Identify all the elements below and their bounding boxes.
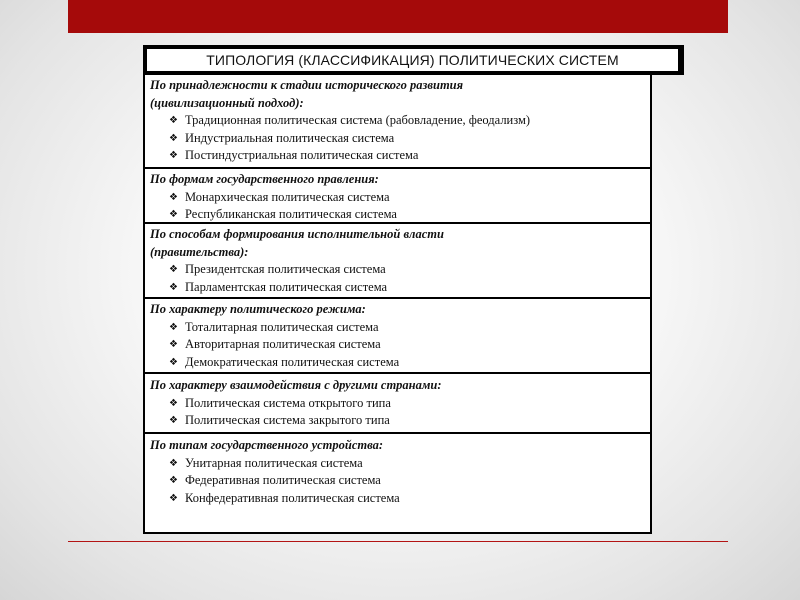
list-item: ❖ Конфедеративная политическая система [150,490,650,508]
item-list [150,395,650,430]
diamond-bullet-icon: ❖ [169,492,178,504]
diamond-bullet-icon: ❖ [169,191,178,203]
section-political-regime [145,297,650,372]
item-list [150,112,650,165]
section-heading: По типам государственного устройства: [150,438,384,452]
list-item: ❖ Демократическая политическая система [150,354,650,372]
item-list [150,189,650,224]
section-government-form [145,167,650,222]
diamond-bullet-icon: ❖ [169,150,178,161]
list-item: ❖ Республиканская политическая система [150,206,650,224]
list-item: ❖ Индустриальная политическая система [150,130,650,148]
section-historical-stage [145,75,650,167]
section-heading: По формам государственного правления: [150,172,379,186]
diamond-bullet-icon: ❖ [169,264,178,275]
diamond-bullet-icon: ❖ [169,321,178,333]
diamond-bullet-icon: ❖ [169,115,178,126]
list-item: ❖ Монархическая политическая система [150,189,650,207]
diamond-bullet-icon: ❖ [169,339,178,350]
diamond-bullet-icon: ❖ [169,397,178,409]
section-heading: По характеру взаимодействия с другими странами: [150,378,442,392]
item-list [150,319,650,372]
list-item: ❖ Унитарная политическая система [150,455,650,473]
list-item: ❖ Авторитарная политическая система [150,336,650,354]
section-international-interaction [145,372,650,432]
section-heading: По способам формирования исполнительной власти (правительства): [150,227,444,259]
section-state-structure [145,432,650,534]
list-item: ❖ Федеративная политическая система [150,472,650,490]
diamond-bullet-icon: ❖ [169,415,178,426]
item-list [150,455,650,508]
list-item: ❖ Политическая система закрытого типа [150,412,650,430]
title-frame [143,45,684,75]
diamond-bullet-icon: ❖ [169,281,178,293]
list-item: ❖ Традиционная политическая система (рабовладение, феодализм) [150,112,650,130]
diamond-bullet-icon: ❖ [169,475,178,486]
section-heading: По характеру политического режима: [150,302,366,316]
diamond-bullet-icon: ❖ [169,209,178,220]
top-accent-bar [68,0,728,33]
diamond-bullet-icon: ❖ [169,457,178,469]
diamond-bullet-icon: ❖ [169,132,178,144]
section-executive-formation [145,222,650,297]
list-item: ❖ Президентская политическая система [150,261,650,279]
classification-table [143,75,652,534]
list-item: ❖ Постиндустриальная политическая система [150,147,650,165]
item-list [150,261,650,296]
list-item: ❖ Политическая система открытого типа [150,395,650,413]
bottom-divider [68,541,728,542]
section-heading: По принадлежности к стадии исторического развития (цивилизационный подход): [150,78,464,110]
list-item: ❖ Парламентская политическая система [150,279,650,297]
diamond-bullet-icon: ❖ [169,356,178,368]
page-title: ТИПОЛОГИЯ (КЛАССИФИКАЦИЯ) ПОЛИТИЧЕСКИХ СИСТЕМ [147,49,678,71]
list-item: ❖ Тоталитарная политическая система [150,319,650,337]
